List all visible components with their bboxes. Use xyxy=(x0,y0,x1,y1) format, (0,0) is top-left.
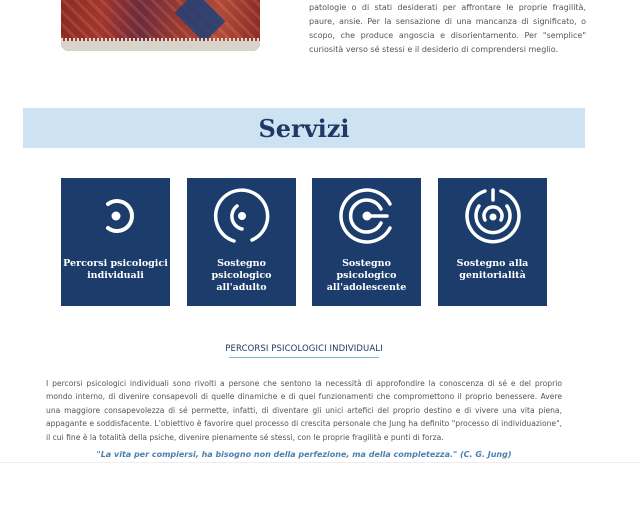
intro-text: patologie o di stati desiderati per affrontare le proprie fragilità, paure, ansie. Per la sensazione di una mancanza di significato, o scopo, che produce angoscia e disorientamento. Per "semplice" curiosità verso sé stessi e il desiderio di comprendersi meglio. xyxy=(309,3,586,54)
circle-dot-icon xyxy=(86,186,146,246)
spiral-icon xyxy=(212,186,272,246)
service-card-label: Sostegno psicologico all'adolescente xyxy=(326,258,407,293)
service-card-label: Sostegno psicologico all'adulto xyxy=(211,258,272,293)
jung-quote: "La vita per compiersi, ha bisogno non della perfezione, ma della completezza." (C. G. Jung) xyxy=(96,450,512,459)
service-card-percorsi-individuali[interactable] xyxy=(61,178,170,306)
service-cards xyxy=(61,178,547,306)
section-divider xyxy=(0,462,640,463)
service-card-label: Percorsi psicologici individuali xyxy=(63,258,168,281)
service-card-sostegno-adolescente[interactable] xyxy=(312,178,421,306)
service-card-label: Sostegno alla genitorialità xyxy=(456,258,529,281)
service-card-genitorialita[interactable] xyxy=(438,178,547,306)
rug-medallion xyxy=(175,0,226,42)
section-body-text: I percorsi psicologici individuali sono rivolti a persone che sentono la necessità di approfondire la conoscenza di sé e del proprio mondo interno, di divenire consapevoli di quelle dinamiche e di quei funzionamenti che compromettono il proprio benessere. Avere una maggiore consapevolezza di sé permette, infatti, di diventare gli unici artefici del proprio destino e di vivere una vita piena, appagante e soddisfacente. L'obiettivo è favorire quel processo di crescita personale che Jung ha definito "processo di individuazione", il cui fine è la totalità della psiche, divenire pienamente sé stessi, con le proprie fragilità e punti di forza. xyxy=(46,378,562,442)
section-heading-text: PERCORSI PSICOLOGICI INDIVIDUALI xyxy=(225,344,383,354)
labyrinth-icon xyxy=(463,186,523,246)
service-card-sostegno-adulto[interactable] xyxy=(187,178,296,306)
section-heading xyxy=(0,344,608,358)
services-title: Servizi xyxy=(258,113,350,143)
double-ring-icon xyxy=(337,186,397,246)
rug-photo xyxy=(61,0,260,51)
services-title-band xyxy=(23,108,585,148)
heading-underline xyxy=(229,357,379,358)
floor xyxy=(61,41,260,51)
